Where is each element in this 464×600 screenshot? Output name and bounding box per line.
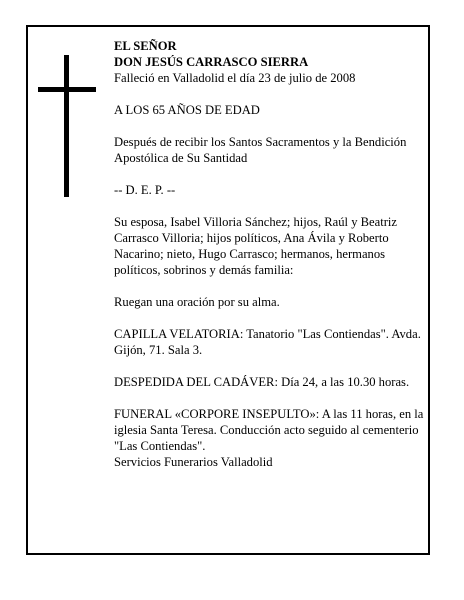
- death-info: Falleció en Valladolid el día 23 de julio de 2008: [114, 71, 356, 85]
- chapel-info: CAPILLA VELATORIA: Tanatorio "Las Contiendas". Avda. Gijón, 71. Sala 3.: [114, 327, 421, 357]
- funeral-info: FUNERAL «CORPORE INSEPULTO»: A las 11 horas, en la iglesia Santa Teresa. Conducción acto seguido al cementerio "Las Contiendas".: [114, 407, 424, 453]
- family-text: Su esposa, Isabel Villoria Sánchez; hijos, Raúl y Beatriz Carrasco Villoria; hijos políticos, Ana Ávila y Roberto Nacarino; nieto, Hugo Carrasco; hermanos, hermanos políticos, sobrinos y demás familia:: [114, 215, 398, 277]
- farewell-info: DESPEDIDA DEL CADÁVER: Día 24, a las 10.30 horas.: [114, 375, 410, 389]
- dep-text: -- D. E. P. --: [114, 183, 176, 197]
- age-info: A LOS 65 AÑOS DE EDAD: [114, 103, 260, 117]
- notice-title: EL SEÑOR: [114, 39, 177, 53]
- cross-icon-bar: [38, 87, 96, 92]
- sacraments-text: Después de recibir los Santos Sacramentos y la Bendición Apostólica de Su Santidad: [114, 135, 407, 165]
- notice-content: [114, 38, 434, 470]
- funeral-services: Servicios Funerarios Valladolid: [114, 455, 273, 469]
- cross-icon: [64, 55, 69, 197]
- prayer-text: Ruegan una oración por su alma.: [114, 295, 280, 309]
- deceased-name: DON JESÚS CARRASCO SIERRA: [114, 55, 309, 69]
